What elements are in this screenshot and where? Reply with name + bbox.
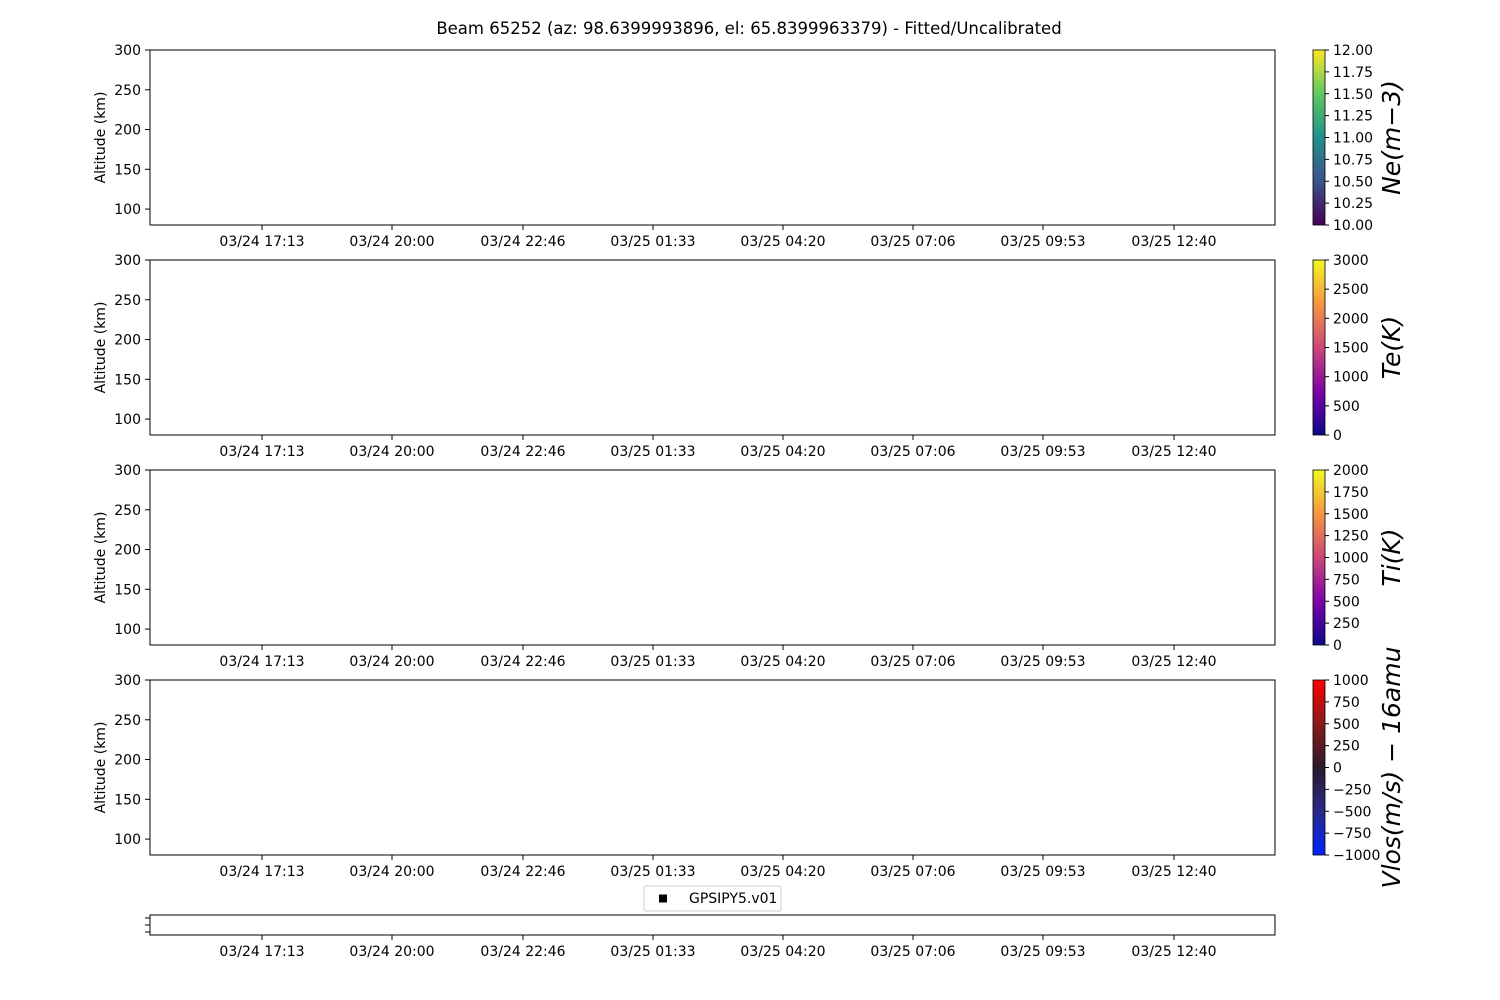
y-tick-label: 300 [114,673,141,689]
colorbar-tick-label: −1000 [1333,848,1381,864]
x-tick-label: 03/25 01:33 [610,654,696,670]
figure-title: Beam 65252 (az: 98.6399993896, el: 65.8399963379) - Fitted/Uncalibrated [436,19,1062,38]
plot-area [150,470,1275,645]
y-tick-label: 200 [114,542,141,559]
x-tick-label: 03/24 22:46 [480,444,566,460]
colorbar-tick-label: 11.00 [1333,130,1374,147]
x-tick-label: 03/25 09:53 [1000,444,1086,460]
panels [93,43,1406,888]
x-tick-label: 03/25 01:33 [610,444,696,460]
colorbar-tick-label: 2000 [1333,463,1369,479]
x-tick-label: 03/25 09:53 [1000,864,1086,880]
colorbar-tick-label: 500 [1333,716,1360,733]
colorbar-tick-label: 250 [1333,616,1360,633]
strip-x-tick-label: 03/24 20:00 [349,944,435,960]
colorbar-label: Ti(K) [1377,528,1406,587]
y-tick-label: 100 [114,202,141,219]
panel-1 [93,43,1406,250]
y-tick-label: 300 [114,253,141,269]
x-tick-label: 03/24 17:13 [219,654,305,670]
x-tick-label: 03/25 12:40 [1131,654,1217,670]
colorbar-tick-label: −250 [1333,782,1372,799]
colorbar-label: Ne(m−3) [1377,80,1406,195]
strip-x-tick-label: 03/25 12:40 [1131,944,1217,960]
strip-x-tick-label: 03/25 04:20 [740,944,826,960]
colorbar-tick-label: 11.75 [1333,64,1374,81]
legend-marker [659,895,667,903]
strip-x-tick-label: 03/25 01:33 [610,944,696,960]
strip-x-tick-label: 03/25 09:53 [1000,944,1086,960]
x-tick-label: 03/24 17:13 [219,864,305,880]
y-tick-label: 100 [114,412,141,429]
plot-area [150,680,1275,855]
y-tick-label: 100 [114,832,141,849]
x-tick-label: 03/24 17:13 [219,234,305,250]
colorbar-tick-label: 500 [1333,398,1360,415]
legend [644,886,781,911]
x-tick-label: 03/25 07:06 [870,864,956,880]
y-tick-label: 100 [114,622,141,639]
colorbar-tick-label: 0 [1333,638,1342,654]
colorbar-tick-label: 0 [1333,760,1342,777]
colorbar-tick-label: 1500 [1333,506,1369,523]
x-tick-label: 03/25 12:40 [1131,444,1217,460]
y-tick-label: 300 [114,463,141,479]
bottom-strip-axis [145,915,1275,960]
strip-x-tick-label: 03/25 07:06 [870,944,956,960]
colorbar-tick-label: 1250 [1333,528,1369,545]
colorbar-tick-label: 750 [1333,572,1360,589]
y-tick-label: 200 [114,122,141,139]
plot-area [150,50,1275,225]
colorbar-tick-label: 1500 [1333,340,1369,357]
x-tick-label: 03/25 09:53 [1000,234,1086,250]
y-tick-label: 250 [114,712,141,729]
y-tick-label: 250 [114,502,141,519]
y-axis-label: Altitude (km) [93,721,109,814]
colorbar [1313,470,1325,645]
strip-x-tick-label: 03/24 22:46 [480,944,566,960]
x-tick-label: 03/24 22:46 [480,234,566,250]
x-tick-label: 03/24 17:13 [219,444,305,460]
colorbar-tick-label: 750 [1333,694,1360,711]
x-tick-label: 03/24 20:00 [349,444,435,460]
colorbar-tick-label: 3000 [1333,253,1369,269]
x-tick-label: 03/24 20:00 [349,654,435,670]
colorbar-tick-label: 2000 [1333,311,1369,328]
x-tick-label: 03/25 07:06 [870,234,956,250]
colorbar-label: Vlos(m/s) − 16amu [1377,646,1406,889]
y-tick-label: 200 [114,752,141,769]
colorbar [1313,680,1325,855]
colorbar-tick-label: 2500 [1333,282,1369,299]
colorbar-tick-label: 0 [1333,428,1342,444]
y-axis-label: Altitude (km) [93,511,109,604]
y-tick-label: 150 [114,372,141,389]
y-tick-label: 300 [114,43,141,59]
colorbar-tick-label: 250 [1333,738,1360,755]
x-tick-label: 03/25 09:53 [1000,654,1086,670]
y-tick-label: 250 [114,292,141,309]
colorbar-tick-label: 12.00 [1333,43,1374,59]
colorbar-tick-label: 1000 [1333,673,1369,689]
y-tick-label: 150 [114,582,141,599]
colorbar-tick-label: −750 [1333,826,1372,843]
panel-3 [93,463,1406,670]
strip-plot-area [150,915,1275,935]
y-tick-label: 200 [114,332,141,349]
y-tick-label: 250 [114,82,141,99]
x-tick-label: 03/25 01:33 [610,234,696,250]
legend-label: GPSIPY5.v01 [689,891,778,907]
x-tick-label: 03/24 22:46 [480,864,566,880]
x-tick-label: 03/24 20:00 [349,864,435,880]
colorbar-tick-label: −500 [1333,804,1372,821]
colorbar-tick-label: 11.25 [1333,108,1374,125]
colorbar-tick-label: 10.50 [1333,174,1374,191]
x-tick-label: 03/25 01:33 [610,864,696,880]
x-tick-label: 03/25 07:06 [870,654,956,670]
colorbar-tick-label: 500 [1333,594,1360,611]
colorbar-tick-label: 10.00 [1333,218,1374,234]
x-tick-label: 03/25 04:20 [740,444,826,460]
x-tick-label: 03/25 04:20 [740,864,826,880]
x-tick-label: 03/25 04:20 [740,654,826,670]
colorbar-tick-label: 1000 [1333,369,1369,386]
colorbar-label: Te(K) [1377,315,1406,380]
y-axis-label: Altitude (km) [93,91,109,184]
x-tick-label: 03/24 20:00 [349,234,435,250]
colorbar-tick-label: 1750 [1333,484,1369,501]
colorbar-tick-label: 11.50 [1333,86,1374,103]
y-axis-label: Altitude (km) [93,301,109,394]
y-tick-label: 150 [114,792,141,809]
x-tick-label: 03/25 12:40 [1131,234,1217,250]
colorbar-tick-label: 1000 [1333,550,1369,567]
y-tick-label: 150 [114,162,141,179]
x-tick-label: 03/25 12:40 [1131,864,1217,880]
x-tick-label: 03/25 07:06 [870,444,956,460]
x-tick-label: 03/24 22:46 [480,654,566,670]
panel-2 [93,253,1406,460]
colorbar [1313,50,1325,225]
plot-area [150,260,1275,435]
panel-4 [93,647,1406,889]
x-tick-label: 03/25 04:20 [740,234,826,250]
colorbar-tick-label: 10.75 [1333,152,1374,169]
colorbar [1313,260,1325,435]
strip-x-tick-label: 03/24 17:13 [219,944,305,960]
colorbar-tick-label: 10.25 [1333,196,1374,213]
